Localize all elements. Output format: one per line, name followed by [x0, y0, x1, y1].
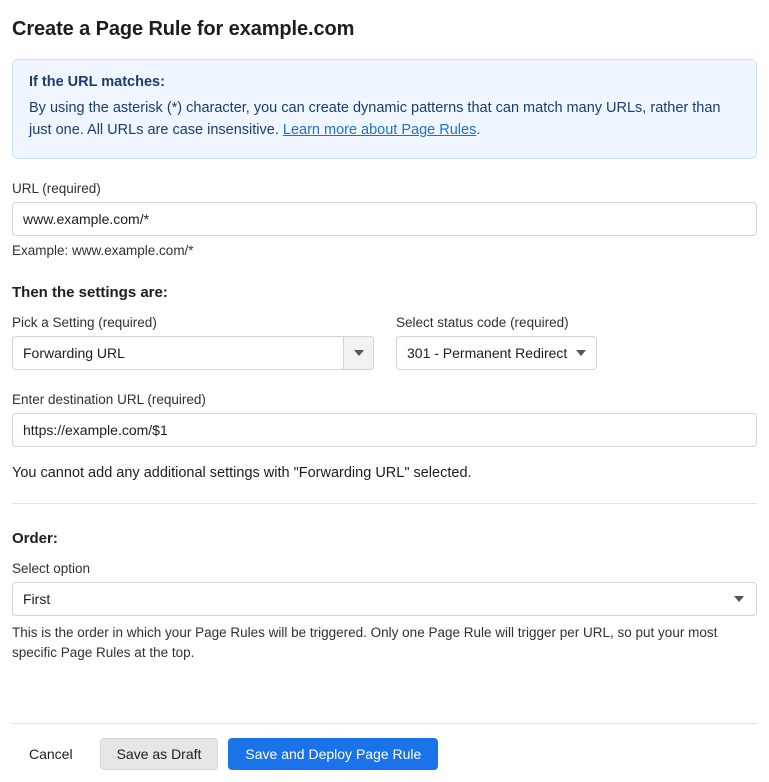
- url-input[interactable]: [12, 202, 757, 236]
- status-code-select[interactable]: [396, 336, 597, 370]
- forwarding-url-note: You cannot add any additional settings with "Forwarding URL" selected.: [12, 464, 472, 481]
- order-select-label: Select option: [12, 560, 91, 576]
- page-title: Create a Page Rule for example.com: [12, 18, 355, 40]
- destination-url-input[interactable]: [12, 413, 757, 447]
- pick-setting-value: Forwarding URL: [23, 344, 125, 361]
- info-box-text: By using the asterisk (*) character, you can create dynamic patterns that can match many URLs, rather than just one. All URLs are case insensitive.: [29, 100, 721, 139]
- pick-setting-group: [12, 315, 374, 370]
- order-select[interactable]: [12, 582, 757, 616]
- url-field-label: URL (required): [12, 180, 101, 196]
- info-box-body: [29, 97, 740, 142]
- url-match-info-box: [12, 59, 757, 159]
- order-section-title: Order:: [12, 529, 58, 547]
- pick-setting-label: Pick a Setting (required): [12, 314, 157, 330]
- pick-setting-select[interactable]: [12, 336, 374, 370]
- divider: [12, 503, 757, 504]
- destination-url-label: Enter destination URL (required): [12, 391, 206, 407]
- save-as-draft-button[interactable]: Save as Draft: [100, 738, 219, 770]
- status-code-value: 301 - Permanent Redirect: [407, 344, 568, 361]
- order-select-value: First: [23, 590, 51, 607]
- chevron-down-icon: [576, 350, 586, 356]
- chevron-down-icon[interactable]: [343, 337, 373, 369]
- form-footer: [12, 723, 757, 770]
- order-hint: This is the order in which your Page Rules will be triggered. Only one Page Rule will trigger per URL, so put your most specific Page Rules at the top.: [12, 624, 718, 661]
- settings-section-title: Then the settings are:: [12, 283, 168, 301]
- learn-more-link[interactable]: Learn more about Page Rules: [282, 122, 477, 139]
- save-and-deploy-button[interactable]: Save and Deploy Page Rule: [228, 738, 438, 770]
- info-box-heading: If the URL matches:: [29, 74, 165, 90]
- settings-row: [12, 315, 757, 370]
- footer-divider: [12, 723, 757, 724]
- url-example-hint: Example: www.example.com/*: [12, 242, 194, 258]
- footer-buttons: [12, 738, 757, 770]
- status-code-group: [396, 315, 596, 370]
- status-code-label: Select status code (required): [396, 314, 569, 330]
- info-box-link-suffix: .: [476, 122, 481, 139]
- chevron-down-icon[interactable]: [734, 596, 756, 602]
- cancel-button[interactable]: Cancel: [12, 738, 90, 770]
